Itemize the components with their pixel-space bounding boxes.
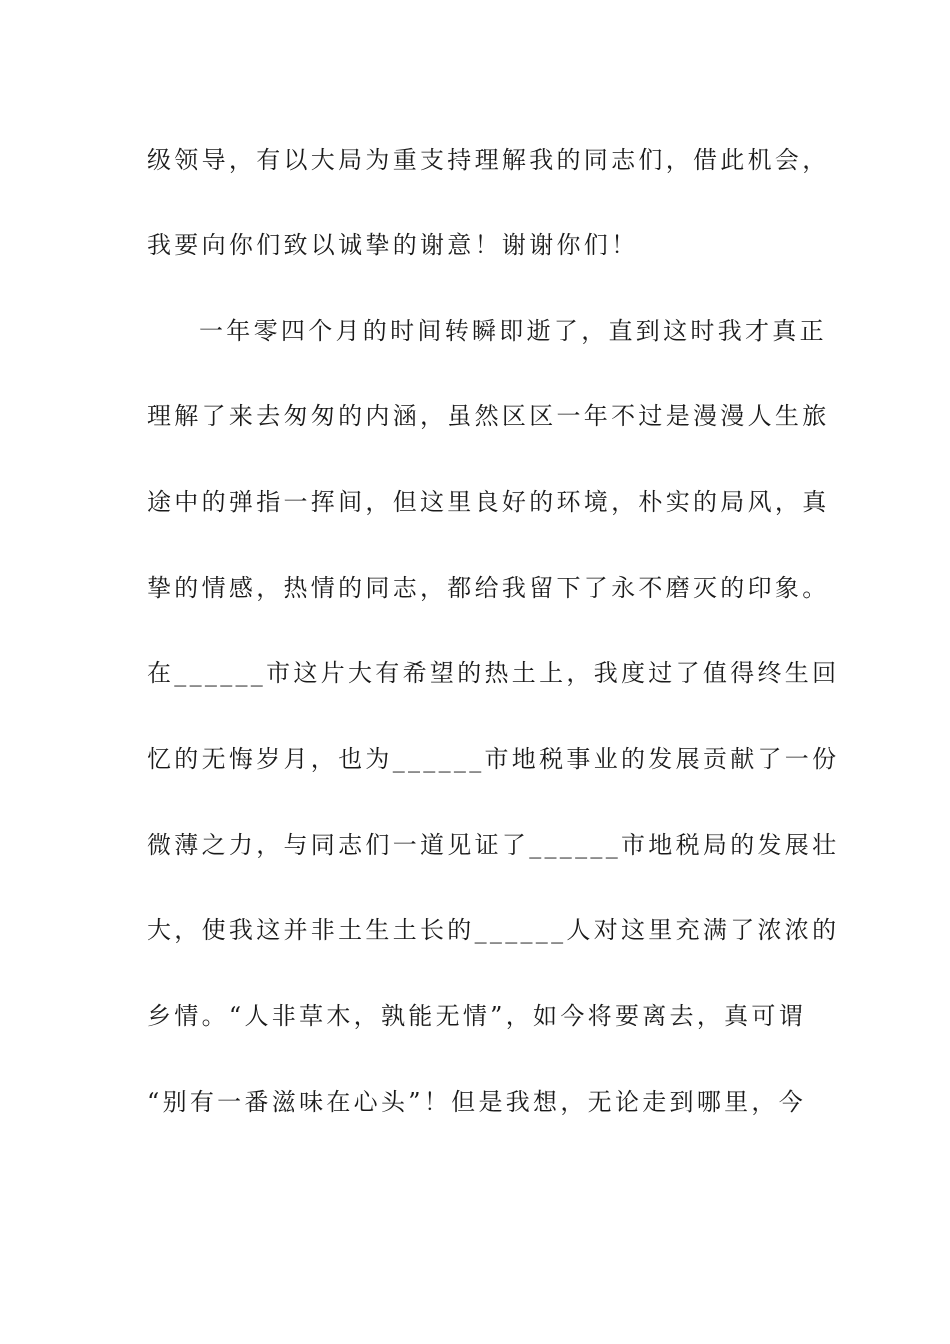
- text-line: 在______市这片大有希望的热土上，我度过了值得终生回: [147, 659, 840, 687]
- text-line: 乡情。“人非草木，孰能无情”，如今将要离去，真可谓: [147, 1002, 807, 1030]
- text-line: 忆的无悔岁月，也为______市地税事业的发展贡献了一份: [147, 745, 840, 773]
- text-line: 我要向你们致以诚挚的谢意！谢谢你们！: [147, 231, 639, 259]
- paragraph-first-line: 一年零四个月的时间转瞬即逝了，直到这时我才真正: [199, 317, 827, 345]
- text-line: 挚的情感，热情的同志，都给我留下了永不磨灭的印象。: [147, 574, 830, 602]
- text-line: 微薄之力，与同志们一道见证了______市地税局的发展壮: [147, 831, 840, 859]
- text-line: 级领导，有以大局为重支持理解我的同志们，借此机会，: [147, 146, 830, 174]
- text-line: “别有一番滋味在心头”！但是我想，无论走到哪里，今: [147, 1088, 807, 1116]
- text-line: 途中的弹指一挥间，但这里良好的环境，朴实的局风，真: [147, 488, 830, 516]
- text-line: 大，使我这并非土生土长的______人对这里充满了浓浓的: [147, 916, 840, 944]
- text-line: 理解了来去匆匆的内涵，虽然区区一年不过是漫漫人生旅: [147, 402, 830, 430]
